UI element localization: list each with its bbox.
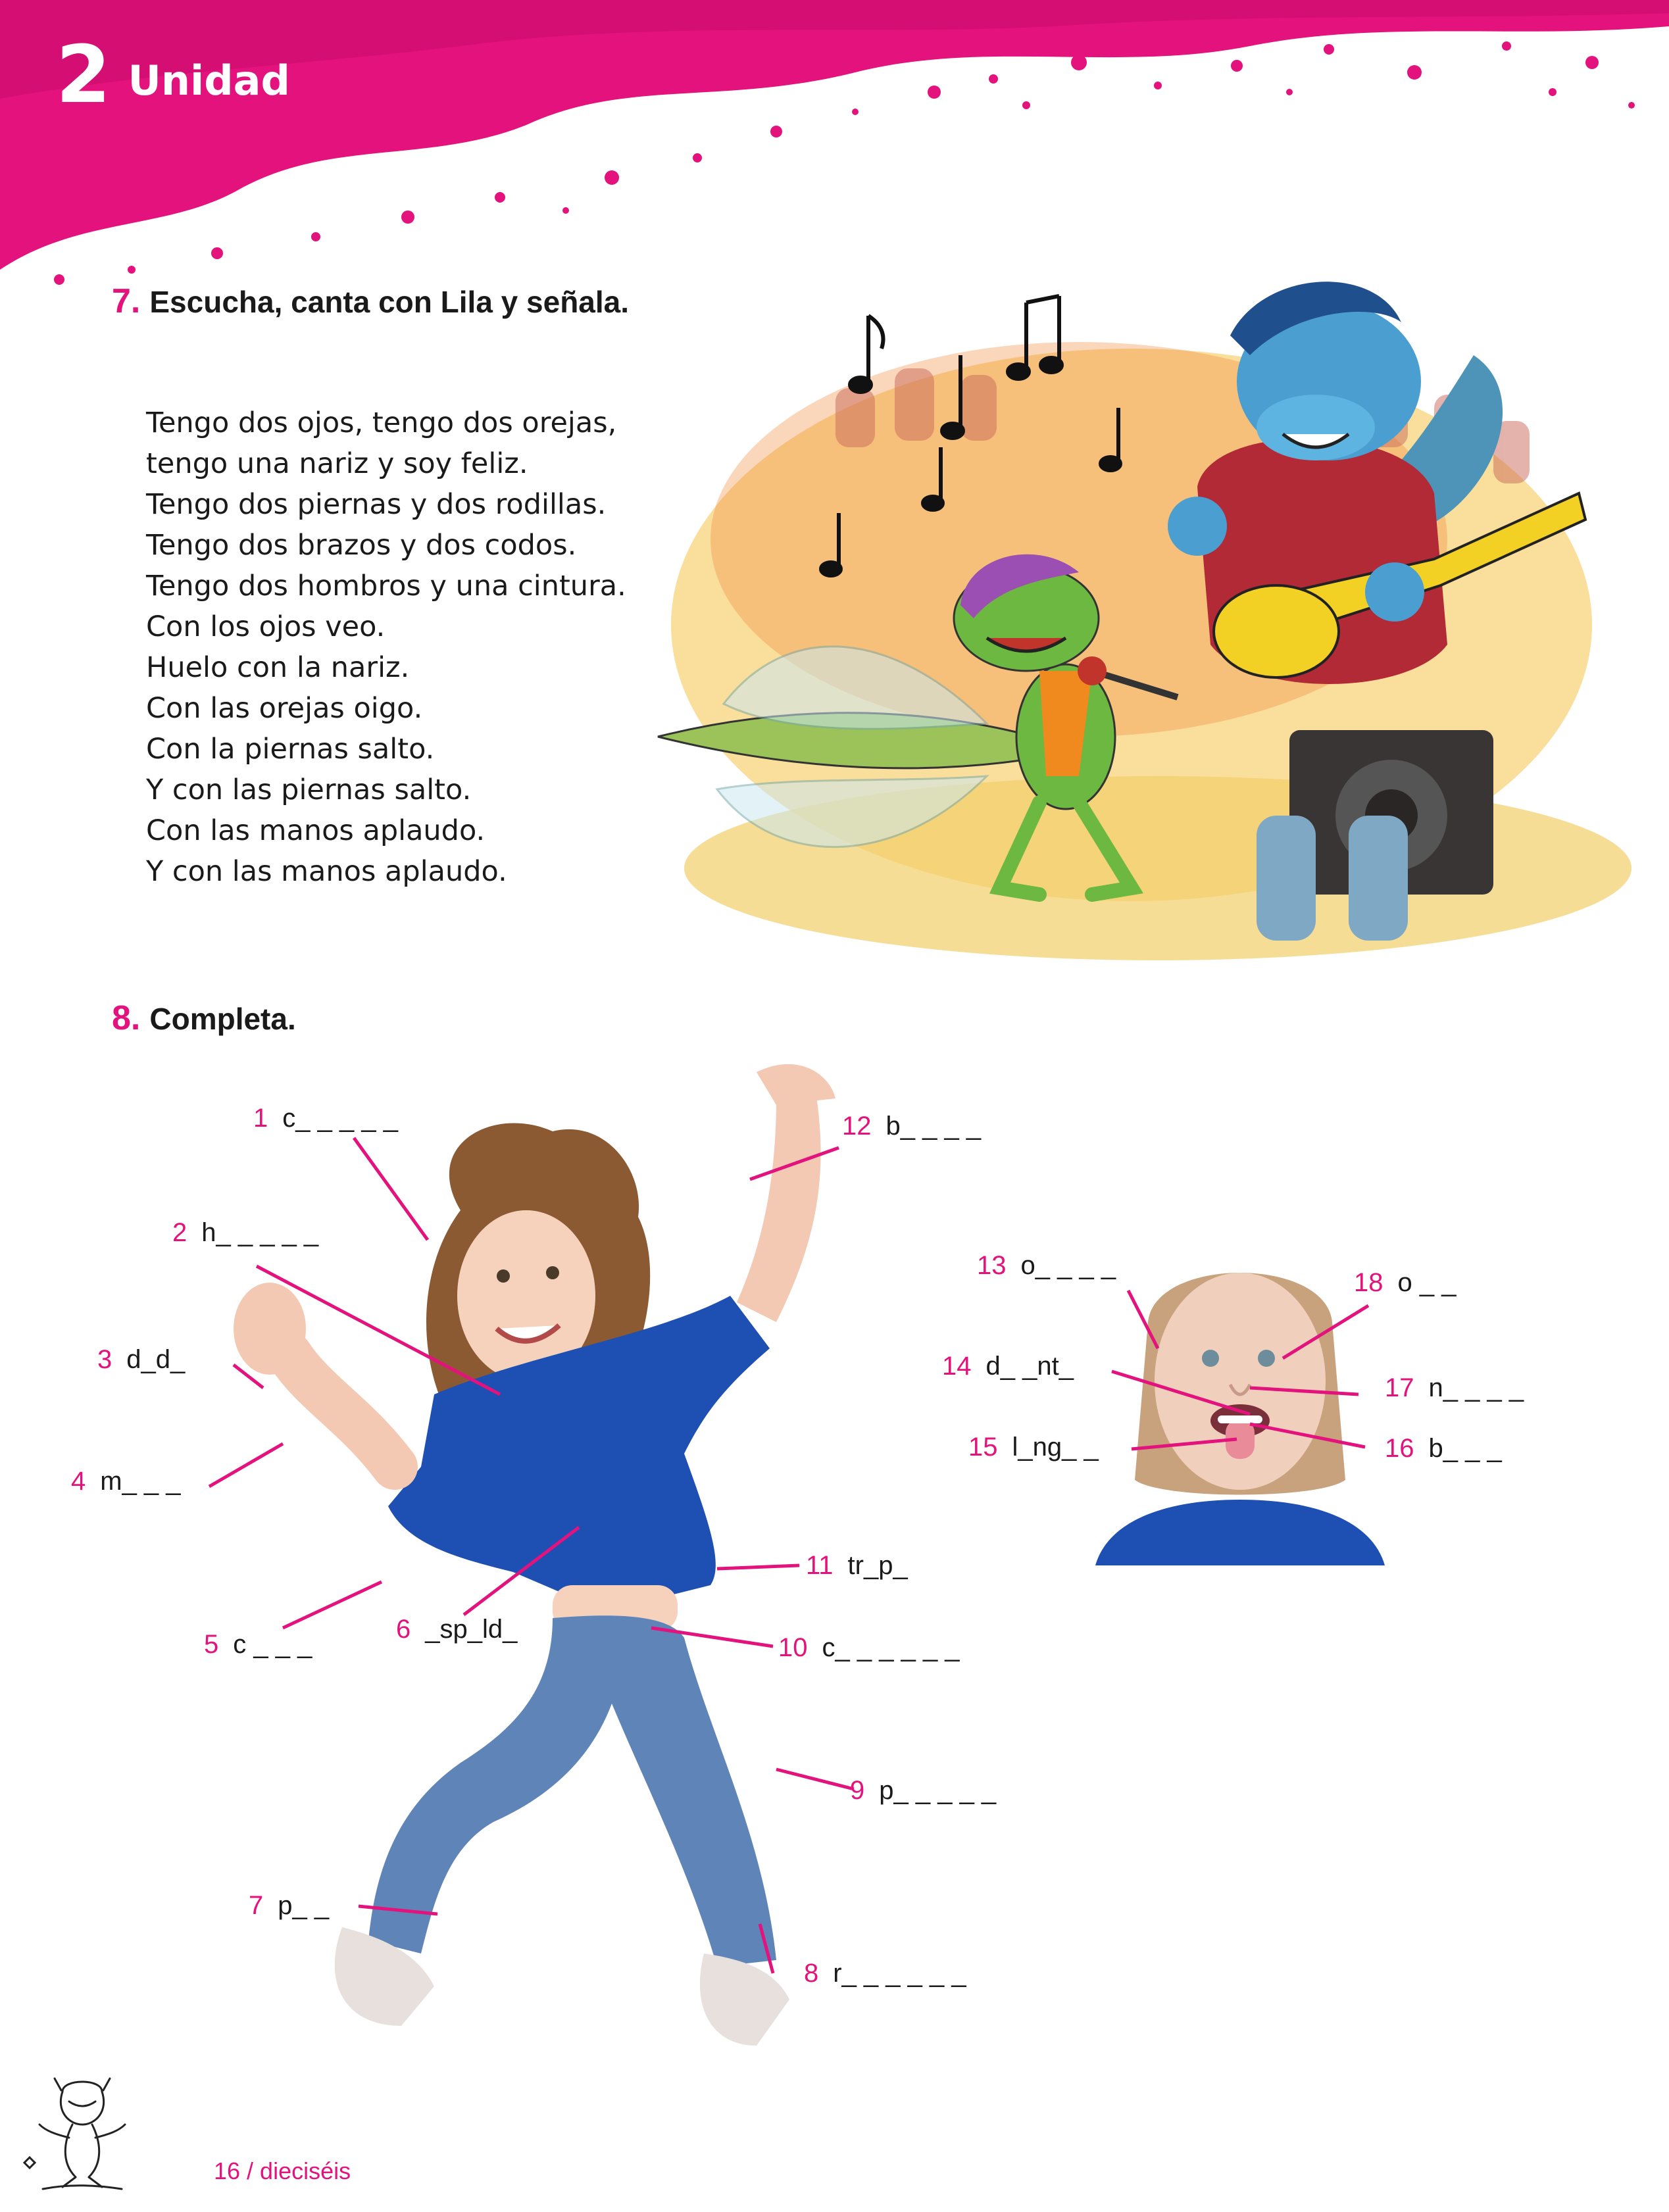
- body-part-label-10: 10 c_ _ _ _ _ _: [778, 1633, 960, 1662]
- body-part-label-3: 3 d_d_: [97, 1345, 186, 1374]
- body-part-label-6: 6 _sp_ld_: [396, 1615, 518, 1644]
- body-part-label-9: 9 p_ _ _ _ _: [850, 1776, 997, 1805]
- song-line: Tengo dos hombros y una cintura.: [146, 570, 626, 602]
- body-part-label-2: 2 h_ _ _ _ _: [172, 1218, 319, 1247]
- exercise-8-title: [112, 998, 296, 1038]
- song-line: Tengo dos piernas y dos rodillas.: [146, 488, 607, 521]
- song-line: Huelo con la nariz.: [146, 651, 410, 684]
- song-line: Y con las manos aplaudo.: [146, 855, 507, 888]
- song-line: Con la piernas salto.: [146, 733, 435, 766]
- mascot-sketch-icon: [23, 2072, 138, 2194]
- body-part-label-17: 17 n_ _ _ _: [1385, 1373, 1524, 1402]
- body-part-label-15: 15 l_ng_ _: [968, 1433, 1099, 1462]
- exercise-7-number: 7.: [112, 282, 141, 320]
- song-line: Tengo dos brazos y dos codos.: [146, 529, 577, 562]
- body-part-label-4: 4 m_ _ _: [71, 1467, 181, 1496]
- page-number: 16 / dieciséis: [214, 2157, 351, 2184]
- body-part-label-8: 8 r_ _ _ _ _ _: [804, 1959, 966, 1988]
- unit-number: 2: [56, 30, 111, 121]
- body-part-label-16: 16 b_ _ _: [1385, 1434, 1502, 1463]
- unit-badge: [56, 30, 290, 121]
- body-part-label-5: 5 c _ _ _: [204, 1630, 312, 1659]
- body-part-label-11: 11 tr_p_: [806, 1551, 908, 1580]
- song-line: Con las orejas oigo.: [146, 692, 423, 725]
- concert-illustration: [618, 276, 1638, 973]
- exercise-7-instruction: Escucha, canta con Lila y señala.: [149, 285, 630, 319]
- body-part-label-18: 18 o _ _: [1354, 1268, 1457, 1297]
- exercise-7-title: [112, 282, 629, 321]
- body-part-label-1: 1 c_ _ _ _ _: [253, 1104, 398, 1133]
- exercise-8-instruction: Completa.: [149, 1002, 296, 1036]
- song-line: Y con las piernas salto.: [146, 774, 472, 806]
- body-part-label-14: 14 d_ _nt_: [942, 1352, 1074, 1381]
- exercise-8-number: 8.: [112, 999, 141, 1037]
- body-part-label-13: 13 o_ _ _ _: [977, 1251, 1116, 1280]
- body-part-label-7: 7 p_ _: [249, 1891, 330, 1920]
- song-line: Con los ojos veo.: [146, 610, 386, 643]
- song-line: Con las manos aplaudo.: [146, 814, 486, 847]
- unit-word: Unidad: [128, 56, 290, 105]
- song-line: Tengo dos ojos, tengo dos orejas,: [146, 406, 617, 439]
- song-lyrics: [146, 403, 626, 892]
- body-part-label-12: 12 b_ _ _ _: [842, 1112, 982, 1141]
- song-line: tengo una nariz y soy feliz.: [146, 447, 528, 480]
